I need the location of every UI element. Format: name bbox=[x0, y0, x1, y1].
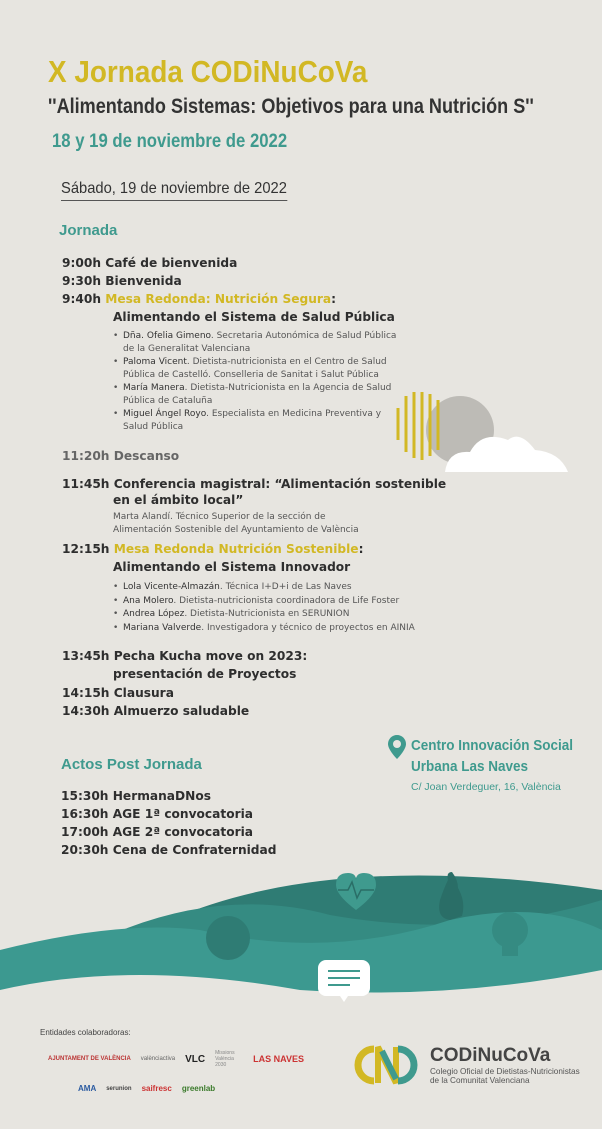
venue-address: C/ Joan Verdeguer, 16, València bbox=[411, 781, 561, 793]
sponsor-logo: Missions València 2030 bbox=[215, 1050, 235, 1068]
schedule-item bbox=[62, 540, 402, 558]
post-schedule bbox=[61, 787, 276, 859]
speaker bbox=[113, 356, 402, 381]
item-subtitle: presentación de Proyectos bbox=[113, 667, 297, 681]
speaker-role: . Dietista-Nutricionista en la Agencia de Salud Pública de Cataluña bbox=[123, 383, 392, 406]
sponsor-logo: valènciactiva bbox=[140, 1056, 176, 1062]
speaker-role: . Investigadora y técnico de proyectos en AINIA bbox=[201, 622, 415, 633]
item-text: AGE 1ª convocatoria bbox=[112, 807, 253, 821]
speaker bbox=[113, 595, 402, 608]
sponsor-logos bbox=[48, 1050, 308, 1093]
schedule bbox=[62, 254, 447, 720]
speaker bbox=[113, 408, 402, 433]
sponsor-logo: AJUNTAMENT DE VALÈNCIA bbox=[48, 1056, 131, 1062]
event-dates: 18 y 19 de noviembre de 2022 bbox=[52, 131, 288, 152]
schedule-item bbox=[62, 272, 402, 290]
chat-bubble-icon bbox=[318, 960, 370, 1002]
time: 16:30h bbox=[61, 807, 109, 821]
item-text: Clausura bbox=[113, 686, 174, 700]
globe-icon bbox=[206, 916, 250, 960]
item-text: Café de bienvenida bbox=[105, 256, 238, 270]
time: 9:40h bbox=[62, 292, 101, 306]
speaker-name: Paloma Vicent bbox=[123, 357, 187, 367]
time: 9:00h bbox=[62, 256, 101, 270]
item-text: AGE 2ª convocatoria bbox=[112, 825, 253, 839]
time: 14:15h bbox=[62, 686, 110, 700]
speaker-role: . Dietista-nutricionista en el Centro de Salud Pública de Castelló. Conselleria de Sanitat i Salut Pública bbox=[123, 357, 387, 380]
time: 14:30h bbox=[62, 704, 110, 718]
item-highlight: Mesa Redonda Nutrición Sostenible bbox=[113, 542, 359, 556]
schedule-item bbox=[62, 254, 402, 272]
org-name: CODiNuCoVa bbox=[430, 1045, 551, 1066]
speaker-name: Andrea López bbox=[123, 609, 185, 619]
schedule-item bbox=[62, 475, 447, 493]
speaker-list bbox=[113, 330, 402, 433]
speaker bbox=[113, 382, 402, 407]
item-text: Descanso bbox=[113, 449, 180, 463]
speaker-name: María Manera bbox=[123, 383, 185, 393]
schedule-item bbox=[62, 447, 402, 465]
speaker-name: Ana Molero bbox=[123, 595, 174, 606]
map-pin-icon bbox=[388, 735, 406, 759]
schedule-item bbox=[62, 647, 402, 665]
sponsor-logo: saifresc bbox=[141, 1084, 172, 1093]
section-jornada: Jornada bbox=[59, 222, 118, 239]
sponsor-logo: LAS NAVES bbox=[253, 1054, 304, 1064]
org-line1: Colegio Oficial de Dietistas-Nutricionistas bbox=[430, 1067, 580, 1076]
speaker bbox=[113, 622, 415, 635]
speaker-role: . Especialista en Medicina Preventiva y Salud Pública bbox=[123, 409, 382, 432]
item-highlight: Mesa Redonda: Nutrición Segura bbox=[105, 292, 332, 306]
speaker-name: Miguel Ángel Royo bbox=[123, 409, 207, 419]
collaborators-label: Entidades colaboradoras: bbox=[40, 1028, 131, 1037]
speaker-name: Dña. Ofelia Gimeno bbox=[123, 331, 211, 341]
org-line2: de la Comunitat Valenciana bbox=[430, 1076, 530, 1085]
time: 9:30h bbox=[62, 274, 101, 288]
time: 11:45h bbox=[62, 477, 110, 491]
time: 17:00h bbox=[61, 825, 109, 839]
sun-cloud-illustration bbox=[390, 390, 570, 480]
time: 13:45h bbox=[62, 649, 110, 663]
item-description: Marta Alandí. Técnico Superior de la sección de Alimentación Sostenible del Ayuntamiento de València bbox=[113, 512, 359, 535]
speaker bbox=[113, 581, 402, 594]
speaker-role: . Técnica I+D+i de Las Naves bbox=[219, 582, 352, 592]
org-branding bbox=[430, 1045, 580, 1085]
time: 11:20h bbox=[62, 449, 110, 463]
item-text: Pecha Kucha move on 2023: bbox=[113, 649, 308, 663]
sponsor-logo: VLC bbox=[185, 1053, 206, 1065]
section-post-jornada: Actos Post Jornada bbox=[61, 756, 202, 773]
day-heading: Sábado, 19 de noviembre de 2022 bbox=[61, 180, 287, 201]
item-subtitle: Alimentando el Sistema de Salud Pública bbox=[113, 310, 395, 324]
post-item bbox=[61, 823, 276, 841]
time: 15:30h bbox=[61, 789, 109, 803]
schedule-item bbox=[62, 290, 402, 308]
post-item bbox=[61, 841, 276, 859]
schedule-item bbox=[62, 702, 402, 720]
speaker-role: . Dietista-Nutricionista en SERUNION bbox=[184, 609, 350, 619]
colon: : bbox=[358, 542, 364, 556]
post-item bbox=[61, 805, 276, 823]
item-text: Conferencia magistral: “Alimentación sostenible bbox=[113, 477, 447, 491]
sponsor-logo: greenlab bbox=[181, 1084, 216, 1093]
schedule-item bbox=[62, 684, 402, 702]
item-subtitle: Alimentando el Sistema Innovador bbox=[113, 560, 351, 574]
colon: : bbox=[331, 292, 336, 306]
event-title: X Jornada CODiNuCoVa bbox=[48, 54, 368, 89]
item-text: Cena de Confraternidad bbox=[112, 843, 277, 857]
post-item bbox=[61, 787, 276, 805]
speaker-name: Lola Vicente-Almazán bbox=[123, 582, 220, 592]
speaker bbox=[113, 330, 402, 355]
time: 20:30h bbox=[61, 843, 109, 857]
speaker-role: . Secretaria Autonómica de Salud Pública de la Generalitat Valenciana bbox=[123, 331, 397, 354]
speaker-list bbox=[113, 581, 415, 634]
wave-illustration bbox=[0, 860, 602, 1020]
sponsor-logo: serunion bbox=[106, 1085, 132, 1092]
venue-line2: Urbana Las Naves bbox=[411, 758, 529, 775]
item-text: HermanaDNos bbox=[112, 789, 211, 803]
item-subtitle: en el ámbito local” bbox=[113, 493, 244, 507]
venue-line1: Centro Innovación Social bbox=[411, 737, 574, 754]
event-subtitle: ''Alimentando Sistemas: Objetivos para una Nutrición S'' bbox=[48, 95, 534, 118]
speaker-name: Mariana Valverde bbox=[123, 622, 202, 633]
venue-name bbox=[411, 735, 573, 777]
codinucova-logo-icon bbox=[352, 1043, 422, 1087]
item-text: Bienvenida bbox=[105, 274, 182, 288]
time: 12:15h bbox=[62, 542, 110, 556]
sponsor-logo: AMA bbox=[78, 1084, 97, 1093]
speaker bbox=[113, 608, 402, 621]
item-text: Almuerzo saludable bbox=[113, 704, 250, 718]
speaker-role: . Dietista-nutricionista coordinadora de Life Foster bbox=[173, 595, 400, 606]
